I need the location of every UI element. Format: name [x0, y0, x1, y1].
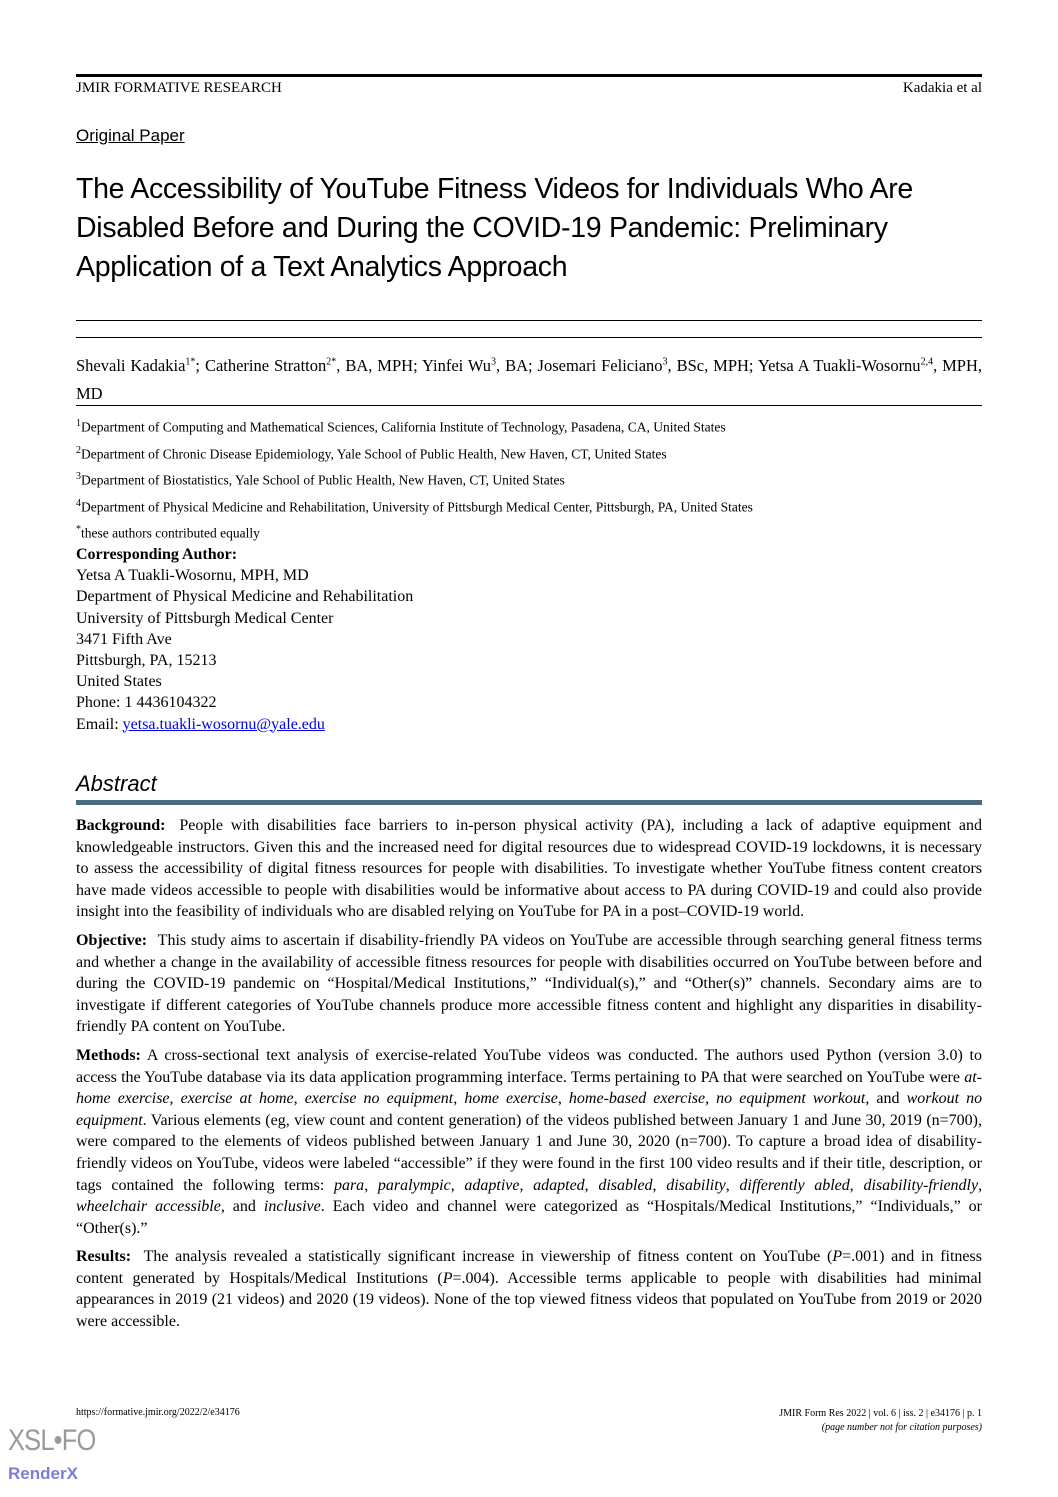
objective-label: Objective:: [76, 931, 148, 949]
text-run: , and: [865, 1090, 907, 1108]
author: [76, 356, 205, 375]
italic-term: exercise no equipment: [304, 1090, 454, 1108]
corresponding-author: [76, 544, 413, 735]
author: [538, 356, 758, 375]
italic-term: disability: [666, 1176, 726, 1194]
affiliation-sup: 2: [76, 444, 81, 456]
author-name: Catherine Stratton: [204, 355, 327, 375]
affiliation: [76, 439, 982, 466]
text-run: ,: [849, 1176, 864, 1194]
text-run: ,: [705, 1090, 717, 1108]
affiliation: [76, 412, 982, 439]
journal-name: JMIR FORMATIVE RESEARCH: [76, 80, 282, 96]
text-run: ,: [169, 1090, 181, 1108]
affiliation-text: Department of Biostatistics, Yale School of Public Health, New Haven, CT, United States: [81, 472, 565, 488]
author-degrees: , BSc, MPH;: [667, 355, 758, 375]
text-run: . Each video and channel were categorized as “Hospitals/Medical Institutions,” “Individuals,” or “Other(s).”: [76, 1198, 983, 1237]
footer-citation: [779, 1407, 982, 1435]
author-affil-sup: 3: [491, 356, 497, 367]
corresponding-city: Pittsburgh, PA, 15213: [76, 652, 217, 670]
author-name: Shevali Kadakia: [76, 355, 186, 375]
author-affil-sup: 2*: [326, 356, 337, 367]
italic-term: adapted: [533, 1176, 585, 1194]
italic-term: P: [442, 1269, 453, 1287]
citation-note: (page number not for citation purposes): [821, 1422, 982, 1433]
email-label: Email:: [76, 715, 123, 733]
corresponding-institution: University of Pittsburgh Medical Center: [76, 609, 334, 627]
text-run: . Various elements (eg, view count and content generation) of the videos published between January 1 and June 30, 2019 (n=700), were compared to the elements of videos published between January 1 and June 30, 2020 (n=700). To capture a broad idea of disability-friendly videos on YouTube, videos were labeled “accessible” if they were found in the first 100 video results and if their title, description, or tags contained the following terms:: [76, 1111, 982, 1194]
italic-term: paralympic: [377, 1176, 451, 1194]
background-text: People with disabilities face barriers to in-person physical activity (PA), including a lack of adaptive equipment and knowledgeable instructors. Given this and the increased need for digital resources due to widespread COVID-19 lockdowns, it is necessary to assess the accessibility of digital fitness resources for people with disabilities. To investigate whether YouTube fitness content creators have made videos accessible to people with disabilities would be informative about access to PA during COVID-19 and could also provide insight into the feasibility of individuals who are disabled relying on YouTube for PA in a post–COVID-19 world.: [76, 817, 983, 921]
italic-term: workout no equipment: [76, 1090, 983, 1129]
affiliation: [76, 518, 982, 545]
affiliation-sup: *: [76, 524, 81, 535]
italic-term: para: [333, 1176, 365, 1194]
abstract-background: [76, 815, 982, 923]
title-rule: [76, 320, 982, 321]
abstract-methods: [76, 1045, 982, 1239]
corresponding-email-row: [76, 714, 413, 735]
author-degrees: , MPH, MD: [76, 355, 983, 403]
abstract-body: [76, 815, 982, 1340]
text-run: A cross-sectional text analysis of exercise-related YouTube videos was conducted. The authors used Python (version 3.0) to access the YouTube database via its data application programming interface. Terms pertaining to PA that were searched on YouTube were: [76, 1046, 982, 1086]
affiliations: [76, 412, 982, 545]
authors-bottom-rule: [76, 405, 982, 406]
italic-term: no equipment workout: [716, 1090, 866, 1108]
italic-term: wheelchair accessible,: [76, 1198, 225, 1216]
renderx-logo: RenderX: [8, 1464, 78, 1483]
text-run: ,: [364, 1176, 378, 1194]
italic-term: home-based exercise: [568, 1090, 706, 1108]
author-name: Yetsa A Tuakli-Wosornu: [757, 355, 921, 375]
affiliation-text: these authors contributed equally: [81, 525, 260, 541]
author-degrees: ;: [195, 355, 205, 375]
corresponding-dept: Department of Physical Medicine and Rehabilitation: [76, 588, 414, 606]
corresponding-name: Yetsa A Tuakli-Wosornu, MPH, MD: [76, 567, 309, 585]
citation-line: JMIR Form Res 2022 | vol. 6 | iss. 2 | e34176 | p. 1: [779, 1408, 982, 1419]
text-run: =.004). Accessible terms applicable to people with disabilities had minimal appearances in 2019 (21 videos) and 2020 (19 videos). None of the top viewed fitness videos that populated on YouTube from 2019 or 2020 were accessible.: [76, 1269, 983, 1331]
text-run: =.001) and in fitness content generated by Hospitals/Medical Institutions (: [76, 1248, 982, 1287]
author: [205, 356, 422, 375]
text-run: and: [224, 1198, 264, 1216]
text-run: ,: [652, 1176, 667, 1194]
footer-url: https://formative.jmir.org/2022/2/e34176: [76, 1407, 240, 1418]
running-head: [76, 80, 982, 97]
text-run: The analysis revealed a statistically significant increase in viewership of fitness content on YouTube (: [143, 1248, 833, 1266]
italic-term: inclusive: [263, 1198, 321, 1216]
affiliation-sup: 4: [76, 497, 81, 509]
running-author: Kadakia et al: [902, 80, 982, 96]
text-run: ,: [978, 1176, 983, 1194]
author-affil-sup: 3: [662, 356, 668, 367]
objective-text: This study aims to ascertain if disability-friendly PA videos on YouTube are accessible through searching general fitness terms and whether a change in the availability of accessible fitness resources for people with disabilities occurred on YouTube between before and during the COVID-19 pandemic on “Hospital/Medical Institutions,” “Individual(s),” and “Other(s)” channels. Secondary aims are to investigate if different categories of YouTube channels produce more accessible fitness content and highlight any disparities in disability-friendly PA content on YouTube.: [76, 931, 982, 1036]
italic-term: home exercise: [464, 1090, 558, 1108]
affiliation-sup: 3: [76, 471, 81, 482]
author-degrees: , BA, MPH;: [336, 355, 422, 375]
abstract-heading: Abstract: [76, 771, 157, 796]
corresponding-label: Corresponding Author:: [76, 546, 238, 563]
italic-term: at-home exercise: [76, 1068, 982, 1108]
author-degrees: , BA;: [496, 355, 538, 375]
author-affil-sup: 1*: [185, 356, 196, 367]
article-title: The Accessibility of YouTube Fitness Videos for Individuals Who Are Disabled Before and During the COVID-19 Pandemic: Preliminary Application of a Text Analytics Approach: [76, 173, 913, 283]
italic-term: disability-friendly: [863, 1176, 979, 1194]
affiliation-text: Department of Computing and Mathematical Sciences, California Institute of Technology, Pasadena, CA, United States: [81, 419, 726, 435]
italic-term: differently abled: [739, 1176, 850, 1194]
results-text: [76, 1248, 982, 1330]
email-link[interactable]: yetsa.tuakli-wosornu@yale.edu: [122, 715, 325, 733]
methods-label: Methods:: [76, 1046, 141, 1064]
affiliation-text: Department of Physical Medicine and Rehabilitation, University of Pittsburgh Medical Center, Pittsburgh, PA, United States: [81, 499, 753, 514]
abstract-results: [76, 1246, 982, 1332]
text-run: ,: [584, 1176, 599, 1194]
text-run: ,: [519, 1176, 534, 1194]
italic-term: P: [832, 1248, 843, 1266]
text-run: ,: [725, 1176, 740, 1194]
article-type: Original Paper: [76, 126, 185, 145]
abstract-bar: [76, 800, 982, 805]
corresponding-street: 3471 Fifth Ave: [76, 630, 172, 648]
author-name: Yinfei Wu: [421, 355, 492, 375]
xslfo-watermark: XSL•FO: [8, 1424, 96, 1457]
corresponding-phone: Phone: 1 4436104322: [76, 694, 217, 712]
text-run: ,: [453, 1090, 465, 1108]
abstract-objective: [76, 930, 982, 1038]
author-list: [76, 348, 982, 408]
authors-top-rule: [76, 337, 982, 338]
italic-term: disabled: [598, 1176, 653, 1194]
author-affil-sup: 2,4: [920, 356, 934, 367]
corresponding-country: United States: [76, 673, 162, 691]
author: [422, 356, 538, 375]
results-label: Results:: [76, 1248, 132, 1266]
italic-term: adaptive: [464, 1176, 520, 1194]
italic-term: exercise at home: [180, 1090, 294, 1108]
background-label: Background:: [76, 817, 166, 834]
author-name: Josemari Feliciano: [537, 355, 663, 375]
affiliation: [76, 465, 982, 492]
affiliation-text: Department of Chronic Disease Epidemiology, Yale School of Public Health, New Haven, CT, United States: [81, 446, 667, 461]
affiliation-sup: 1: [76, 418, 81, 429]
text-run: ,: [557, 1090, 569, 1108]
text-run: ,: [293, 1090, 305, 1108]
text-run: ,: [450, 1176, 465, 1194]
header-rule: [76, 74, 982, 77]
affiliation: [76, 492, 982, 519]
methods-text: [76, 1047, 982, 1237]
